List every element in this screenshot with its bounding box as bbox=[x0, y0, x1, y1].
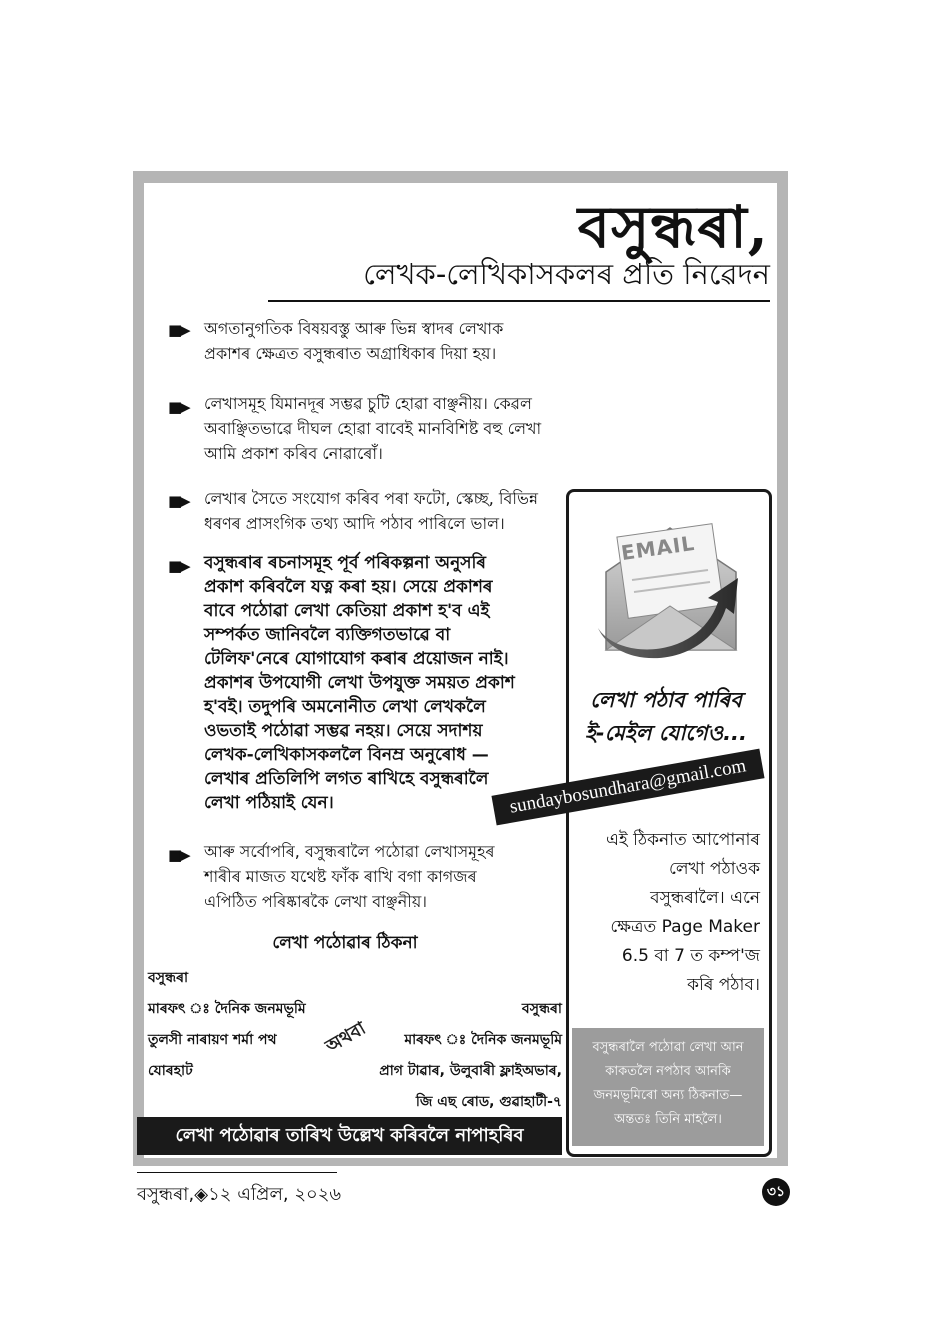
text-line: অগতানুগতিক বিষয়বস্তু আৰু ভিন্ন স্বাদৰ লেখাক bbox=[204, 319, 504, 338]
email-address-link[interactable]: sundaybosundhara@gmail.com bbox=[491, 749, 764, 826]
text-line: প্ৰকাশৰ ক্ষেত্ৰত বসুন্ধৰাত অগ্ৰাধিকাৰ দিয়া হয়। bbox=[204, 344, 497, 363]
text-line: জনমভূমিৰো অন্য ঠিকনাত— bbox=[593, 1088, 743, 1103]
arrow-bullet-icon: ■▶ bbox=[168, 398, 188, 416]
bullet-paragraph bbox=[204, 486, 562, 536]
text-line: লেখক-লেখিকাসকললৈ বিনম্ৰ অনুৰোধ — bbox=[204, 745, 489, 765]
text-line: আৰু সৰ্বোপৰি, বসুন্ধৰালৈ পঠোৱা লেখাসমূহৰ bbox=[204, 842, 495, 861]
arrow-bullet-icon: ■▶ bbox=[168, 492, 188, 510]
arrow-bullet-icon: ■▶ bbox=[168, 846, 188, 864]
footer-rule bbox=[137, 1172, 337, 1173]
address-line: যোৰহাট bbox=[148, 1063, 193, 1079]
text-line: অন্ততঃ তিনি মাহলৈ। bbox=[614, 1112, 722, 1127]
page-number: ৩১ bbox=[762, 1178, 790, 1206]
text-line: শাৰীৰ মাজত যথেষ্ট ফাঁক ৰাখি বগা কাগজৰ bbox=[204, 867, 477, 886]
address-line: প্ৰাগ টাৱাৰ, উলুবাৰী ফ্লাইঅভাৰ, bbox=[379, 1063, 562, 1079]
bullet-paragraph bbox=[204, 391, 576, 466]
text-line: সম্পৰ্কত জানিবলৈ ব্যক্তিগতভাৱে বা bbox=[204, 625, 451, 645]
text-line: লেখা পঠিয়াই যেন। bbox=[204, 793, 334, 813]
address-line: বসুন্ধৰা bbox=[148, 970, 189, 986]
header-rule bbox=[268, 300, 770, 302]
text-line: এপিঠিত পৰিষ্কাৰকৈ লেখা বাঞ্ছনীয়। bbox=[204, 892, 427, 911]
address-line: মাৰফৎ ঃ দৈনিক জনমভূমি bbox=[404, 1032, 562, 1048]
text-line: টেলিফ'নেৰে যোগাযোগ কৰাৰ প্ৰয়োজন নাই। bbox=[204, 649, 509, 669]
address-heading: লেখা পঠোৱাৰ ঠিকনা bbox=[272, 933, 418, 953]
text-line: লেখা পঠাব পাৰিব bbox=[590, 688, 742, 712]
footer-masthead-date: বসুন্ধৰা,◈১২ এপ্ৰিল, ২০২৬ bbox=[137, 1184, 342, 1205]
text-line: কাকতলৈ নপঠাব আনকি bbox=[605, 1064, 731, 1079]
text-line: এই ঠিকনাত আপোনাৰ bbox=[605, 830, 760, 850]
masthead-title: বসুন্ধৰা, bbox=[577, 193, 769, 261]
text-line: ধৰণৰ প্ৰাসংগিক তথ্য আদি পঠাব পাৰিলে ভাল। bbox=[204, 514, 505, 533]
page-subtitle: লেখক-লেখিকাসকলৰ প্ৰতি নিৱেদন bbox=[363, 257, 770, 291]
text-line: হ'বই। তদুপৰি অমনোনীত লেখা লেখকলৈ bbox=[204, 697, 486, 717]
text-line: বাবে পঠোৱা লেখা কেতিয়া প্ৰকাশ হ'ব এই bbox=[204, 601, 490, 621]
text-line: বসুন্ধৰালৈ পঠোৱা লেখা আন bbox=[592, 1040, 744, 1055]
envelope-label: EMAIL bbox=[619, 530, 697, 566]
address-line: মাৰফৎ ঃ দৈনিক জনমভূমি bbox=[148, 1001, 306, 1017]
bullet-paragraph bbox=[204, 839, 562, 914]
text-line: লেখা পঠাওক bbox=[668, 859, 760, 879]
exclusivity-note bbox=[572, 1028, 764, 1146]
text-line: লেখাৰ সৈতে সংযোগ কৰিব পৰা ফটো, স্কেচ্ছ, বিভিন্ন bbox=[204, 489, 539, 508]
arrow-bullet-icon: ■▶ bbox=[168, 321, 188, 339]
arrow-bullet-icon: ■▶ bbox=[168, 557, 188, 575]
text-line: লেখাসমূহ যিমানদূৰ সম্ভৱ চুটি হোৱা বাঞ্ছনীয়। কেৱল bbox=[204, 394, 532, 413]
text-line: ক্ষেত্ৰত Page Maker bbox=[610, 917, 760, 937]
text-line: 6.5 বা 7 ত কম্প'জ bbox=[621, 946, 760, 966]
text-line: লেখাৰ প্ৰতিলিপি লগত ৰাখিহে বসুন্ধৰালৈ bbox=[204, 769, 489, 789]
address-guwahati bbox=[318, 994, 562, 1118]
address-line: বসুন্ধৰা bbox=[521, 1001, 562, 1017]
text-line: ওভতাই পঠোৱা সম্ভৱ নহয়। সেয়ে সদাশয় bbox=[204, 721, 483, 741]
address-line: জি এছ ৰোড, গুৱাহাটী-৭ bbox=[415, 1094, 562, 1110]
reminder-banner: লেখা পঠোৱাৰ তাৰিখ উল্লেখ কৰিবলৈ নাপাহৰিব bbox=[137, 1117, 562, 1155]
address-line: তুলসী নাৰায়ণ শৰ্মা পথ bbox=[148, 1032, 277, 1048]
text-line: কৰি পঠাব। bbox=[687, 975, 760, 995]
text-line: বসুন্ধৰালৈ। এনে bbox=[650, 888, 760, 908]
text-line: প্ৰকাশ কৰিবলৈ যত্ন কৰা হয়। সেয়ে প্ৰকাশৰ bbox=[204, 577, 493, 597]
text-line: প্ৰকাশৰ উপযোগী লেখা উপযুক্ত সময়ত প্ৰকাশ bbox=[204, 673, 515, 693]
send-by-email-text bbox=[566, 684, 766, 750]
text-line: বসুন্ধৰাৰ ৰচনাসমূহ পূৰ্ব পৰিকল্পনা অনুসৰি bbox=[204, 553, 486, 573]
bullet-paragraph bbox=[204, 551, 566, 815]
or-stamp: অথবা bbox=[322, 1017, 370, 1058]
text-line: ই-মেইল যোগেও... bbox=[585, 721, 747, 745]
bullet-paragraph bbox=[204, 316, 576, 366]
address-jorhat bbox=[148, 963, 306, 1087]
text-line: অবাঞ্ছিতভাৱে দীঘল হোৱা বাবেই মানবিশিষ্ট বহু লেখা bbox=[204, 419, 542, 438]
email-instructions bbox=[570, 826, 760, 1000]
text-line: আমি প্ৰকাশ কৰিব নোৱাৰোঁ। bbox=[204, 444, 383, 463]
